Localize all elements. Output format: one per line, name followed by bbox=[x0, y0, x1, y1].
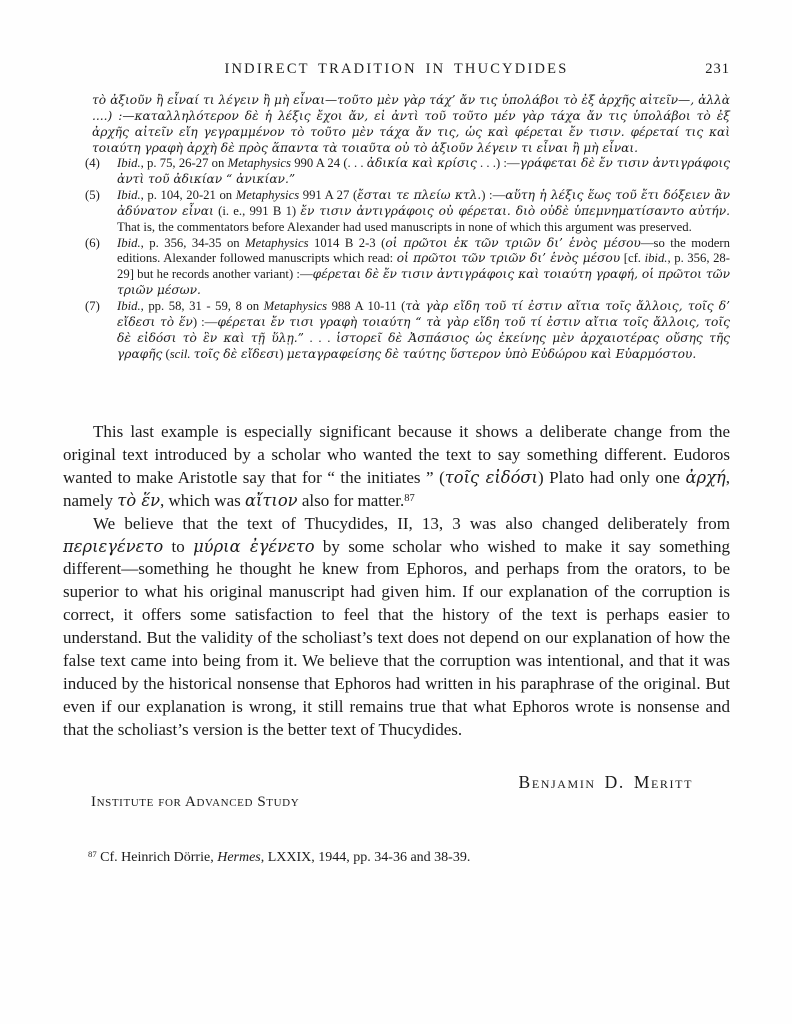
item-number: (7) bbox=[85, 298, 100, 313]
page-title: INDIRECT TRADITION IN THUCYDIDES bbox=[224, 61, 569, 77]
apparatus-item-4 bbox=[85, 156, 730, 188]
item-text: Ibid., pp. 58, 31 - 59, 8 on Metaphysics 988 A 10-11 (τὰ γὰρ εἴδη τοῦ τί ἐστιν αἴτια τοῖς ἄλλοις, τοῖς δ’ εἴδεσι τὸ ἕν) :—φέρεται ἔν τισι γραφὴ τοιαύτη “ τὰ γὰρ εἴδη τοῦ τί ἐστιν αἴτια τοῖς ἄλλοις, τοῖς δὲ εἰδόσι τὸ ἓν καὶ τῇ ὕλῃ.” . . . ἱστορεῖ δὲ Ἀσπάσιος ὡς ἐκείνης μὲν ἀρχαιοτέρας οὔσης τῆς γραφῆς (scil. τοῖς δὲ εἴδεσι) μεταγραφείσης δὲ ταύτης ὕστερον ὑπὸ Εὐδώρου καὶ Εὐαρμόστου. bbox=[117, 298, 731, 361]
paragraph-conclusion-1: This last example is especially significant because it shows a deliberate change from the original text introduced by a scholar who wanted the text to say something different. Eudoros wanted to make Aristotle say that for “ the initiates ” (τοῖς εἰδόσι) Plato had only one ἀρχή, namely τὸ ἕν, which was αἴτιον also for matter.$^{87}$ bbox=[63, 422, 731, 510]
running-head bbox=[63, 61, 730, 79]
author-affiliation: Institute for Advanced Study bbox=[91, 794, 300, 810]
page-number: 231 bbox=[705, 61, 730, 77]
item-number: (5) bbox=[85, 188, 100, 203]
paragraph-conclusion-2: We believe that the text of Thucydides, II, 13, 3 was also changed deliberately from περιεγένετο to μύρια ἐγένετο by some scholar who wished to make it say something different—something he thought he knew from Ephoros, and perhaps from the orators, to be superior to what his original manuscript had given him. If our explanation of the corruption is correct, it offers some satisfaction to feel that the history of the text is perhaps easier to understand. But the validity of the scholiast’s text does not depend on our explanation of how the false text came into being from it. We believe that the corruption was intentional, and that it was induced by the historical nonsense that Ephoros had written in his paraphrase of the original. But even if our explanation is wrong, it still remains true that what Ephoros wrote is nonsense and that the scholiast’s version is the better text of Thucydides. bbox=[63, 513, 730, 739]
apparatus-item-6 bbox=[85, 236, 730, 299]
apparatus-intro: τὸ ἀξιοῦν ἢ εἶναί τι λέγειν ἢ μὴ εἶναι—τοῦτο μὲν γὰρ τάχ’ ἄν τις ὑπολάβοι τὸ ἐξ ἀρχῆς αἰτεῖν—, ἀλλὰ ....) :—καταλληλότερον δὲ ἡ λέξις ἔχοι ἄν, εἰ ἀντὶ τοῦ τοῦτο μέν γὰρ τάχα ἄν τις ὑπολάβοι τὸ ἐξ ἀρχῆς αἰτεῖν εἴη γεγραμμένον τὸ τοῦτο μὲν τάχα ἄν τις, ὡς καὶ φέρεται ἔν τισιν. φέρεταί τις καὶ τοιαύτη γραφὴ ἀρχὴ δὲ πρὸς ἅπαντα τὰ τοιαῦτα οὐ τὸ ἀξιοῦν λέγειν τι εἶναι ἢ μὴ εἶναι. bbox=[92, 93, 730, 155]
author-signature: Benjamin D. Meritt bbox=[518, 772, 693, 792]
item-text: Ibid., p. 356, 34-35 on Metaphysics 1014 B 2-3 (οἱ πρῶτοι ἐκ τῶν τριῶν δι’ ἑνὸς μέσου—so the modern editions. Alexander followed manuscripts which read: οἱ πρῶτοι τῶν τριῶν δι’ ἑνὸς μέσου [cf. ibid., p. 356, 28-29] but he records another variant) :—φέρεται δὲ ἔν τισιν ἀντιγράφοις καὶ τοιαύτη γραφή, οἱ πρῶτοι τῶν τριῶν μέσων. bbox=[117, 235, 730, 298]
apparatus-block bbox=[85, 93, 730, 362]
body-text bbox=[63, 421, 730, 742]
item-number: (6) bbox=[85, 235, 100, 250]
item-number: (4) bbox=[85, 156, 100, 171]
apparatus-item-7 bbox=[85, 299, 730, 362]
item-text: Ibid., p. 75, 26-27 on Metaphysics 990 A 24 (. . . ἀδικία καὶ κρίσις . . .) :—γράφεται δὲ ἔν τισιν ἀντιγράφοις ἀντὶ τοῦ ἀδικίαν “ ἀνικίαν.” bbox=[117, 156, 730, 187]
apparatus-item-5 bbox=[85, 188, 730, 236]
item-text: Ibid., p. 104, 20-21 on Metaphysics 991 A 27 (ἔσται τε πλείω κτλ.) :—αὕτη ἡ λέξις ἕως τοῦ ἔτι δόξειεν ἂν ἀδύνατον εἶναι (i. e., 991 B 1) ἔν τισιν ἀντιγράφοις οὐ φέρεται. διὸ οὐδὲ ὑπεμνηματίσαντο αὐτήν. That is, the commentators before Alexander had used manuscripts in none of which this argument was preserved. bbox=[117, 188, 731, 234]
footnote-87: $^{87}$ Cf. Heinrich Dörrie, Hermes, LXXIX, 1944, pp. 34-36 and 38-39. bbox=[88, 849, 471, 865]
